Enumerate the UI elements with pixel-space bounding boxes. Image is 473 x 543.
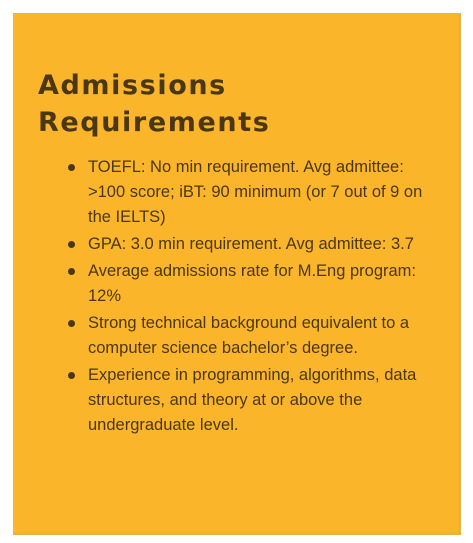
- requirement-toefl: [13, 155, 453, 230]
- requirement-admission-rate: [13, 259, 453, 309]
- bullet-icon: [68, 372, 75, 379]
- bullet-icon: [68, 320, 75, 327]
- requirements-list: [13, 155, 453, 440]
- card-heading: Admissions Requirements: [38, 70, 271, 138]
- requirement-text: Average admissions rate for M.Eng program: 12%: [88, 262, 417, 305]
- admissions-card: [13, 13, 461, 535]
- requirement-text: GPA: 3.0 min requirement. Avg admittee: 3.7: [88, 235, 414, 253]
- bullet-icon: [68, 241, 75, 248]
- bullet-icon: [68, 268, 75, 275]
- requirement-text: Strong technical background equivalent to a computer science bachelor’s degree.: [88, 314, 410, 357]
- requirement-text: TOEFL: No min requirement. Avg admittee: >100 score; iBT: 90 minimum (or 7 out of 9 on the IELTS): [88, 158, 423, 226]
- bullet-icon: [68, 164, 75, 171]
- requirement-experience: [13, 363, 453, 438]
- requirement-text: Experience in programming, algorithms, data structures, and theory at or above the undergraduate level.: [88, 366, 417, 434]
- requirement-gpa: [13, 232, 453, 257]
- requirement-technical-background: [13, 311, 453, 361]
